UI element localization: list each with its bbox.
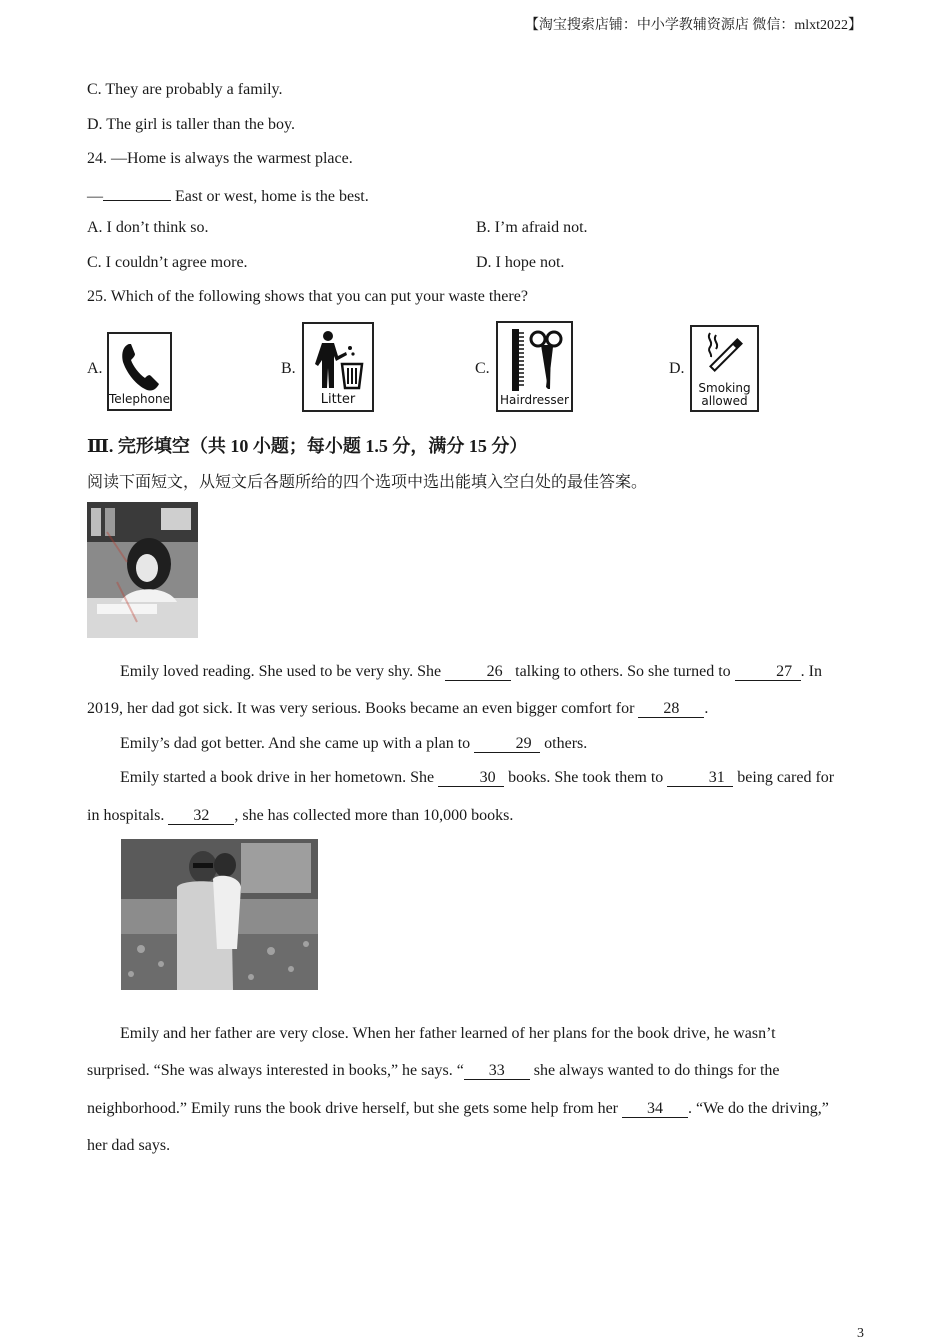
passage-paragraph-2 [87, 725, 867, 762]
q25-option-b-sign [302, 322, 374, 412]
father-daughter-photo [121, 839, 318, 990]
p4-text-b: surprised. “She was always interested in books,” he says. “ [87, 1062, 464, 1079]
father-daughter-illustration [121, 839, 318, 990]
p1-text-a: Emily loved reading. She used to be very shy. She [120, 663, 446, 680]
p4-text-c: she always wanted to do things for the [529, 1062, 780, 1079]
q23-option-d: D. The girl is taller than the boy. [87, 116, 295, 133]
blank-31: 31 [667, 771, 733, 787]
smoking-caption-1: Smoking [698, 381, 751, 395]
p2-text-a: Emily’s dad got better. And she came up with a plan to [120, 735, 475, 752]
q24-reply-dash: — [87, 188, 103, 205]
p3-text-a: Emily started a book drive in her hometown. She [120, 769, 439, 786]
reading-girl-photo [87, 502, 198, 638]
blank-28: 28 [638, 702, 704, 718]
passage-paragraph-4-line3 [87, 1090, 867, 1127]
q24-reply [87, 185, 369, 206]
blank-30: 30 [438, 771, 504, 787]
q24-reply-text: East or west, home is the best. [171, 188, 369, 205]
section-3-title: Ⅲ. 完形填空（共 10 小题；每小题 1.5 分，满分 15 分） [87, 436, 528, 456]
blank-34: 34 [622, 1102, 688, 1118]
p4-text-e: . “We do the driving,” [688, 1100, 829, 1117]
q24-option-c: C. I couldn’t agree more. [87, 254, 248, 271]
q25-option-c-sign [496, 321, 573, 412]
passage-paragraph-1 [87, 653, 867, 690]
q24-option-b: B. I’m afraid not. [476, 219, 588, 236]
p2-text-b: others. [540, 735, 588, 752]
passage-paragraph-3-cont [87, 797, 867, 834]
cigarette-icon [702, 331, 750, 377]
p1-text-d: 2019, her dad got sick. It was very serious. Books became an even bigger comfort for [87, 700, 639, 717]
telephone-caption: Telephone [109, 392, 170, 406]
q25-option-a-sign [107, 332, 172, 411]
litter-icon [312, 330, 366, 390]
smoking-caption-2: allowed [701, 394, 748, 408]
p3-text-d: in hospitals. [87, 807, 169, 824]
q24-option-d: D. I hope not. [476, 254, 565, 271]
blank-26: 26 [445, 665, 511, 681]
q25-option-d-sign [690, 325, 759, 412]
q25-stem: 25. Which of the following shows that you can put your waste there? [87, 288, 528, 305]
p1-text-c: . In [800, 663, 822, 680]
blank-27: 27 [735, 665, 801, 681]
p3-text-b: books. She took them to [504, 769, 668, 786]
p4-text-d: neighborhood.” Emily runs the book drive herself, but she gets some help from her [87, 1100, 622, 1117]
blank-32: 32 [168, 809, 234, 825]
page-number: 3 [857, 1326, 864, 1341]
q25-option-c-label: C. [475, 360, 490, 377]
passage-paragraph-1-cont [87, 690, 867, 727]
q24-stem: 24. —Home is always the warmest place. [87, 150, 353, 167]
q24-blank [103, 185, 171, 201]
scissors-comb-icon [506, 327, 564, 395]
blank-29: 29 [474, 737, 540, 753]
q25-option-d-label: D. [669, 360, 685, 377]
passage-paragraph-3 [87, 759, 867, 796]
passage-paragraph-4-line2 [87, 1052, 867, 1089]
q25-option-a-label: A. [87, 360, 103, 377]
q24-option-a: A. I don’t think so. [87, 219, 209, 236]
litter-caption: Litter [320, 392, 356, 407]
q23-option-c: C. They are probably a family. [87, 81, 283, 98]
p3-text-e: , she has collected more than 10,000 books. [234, 807, 514, 824]
passage-paragraph-4: Emily and her father are very close. When her father learned of her plans for the book drive, he wasn’t [120, 1025, 776, 1042]
blank-33: 33 [464, 1064, 530, 1080]
p3-text-c: being cared for [733, 769, 835, 786]
page-header: 【淘宝搜索店铺：中小学教辅资源店 微信：mlxt2022】 [524, 18, 862, 33]
p1-text-b: talking to others. So she turned to [511, 663, 735, 680]
reading-girl-illustration [87, 502, 198, 638]
section-3-instruction: 阅读下面短文，从短文后各题所给的四个选项中选出能填入空白处的最佳答案。 [87, 474, 648, 491]
telephone-icon [119, 340, 161, 392]
p1-text-e: . [704, 700, 709, 717]
passage-paragraph-4-line4: her dad says. [87, 1137, 171, 1154]
hairdresser-caption: Hairdresser [500, 393, 569, 407]
q25-option-b-label: B. [281, 360, 296, 377]
